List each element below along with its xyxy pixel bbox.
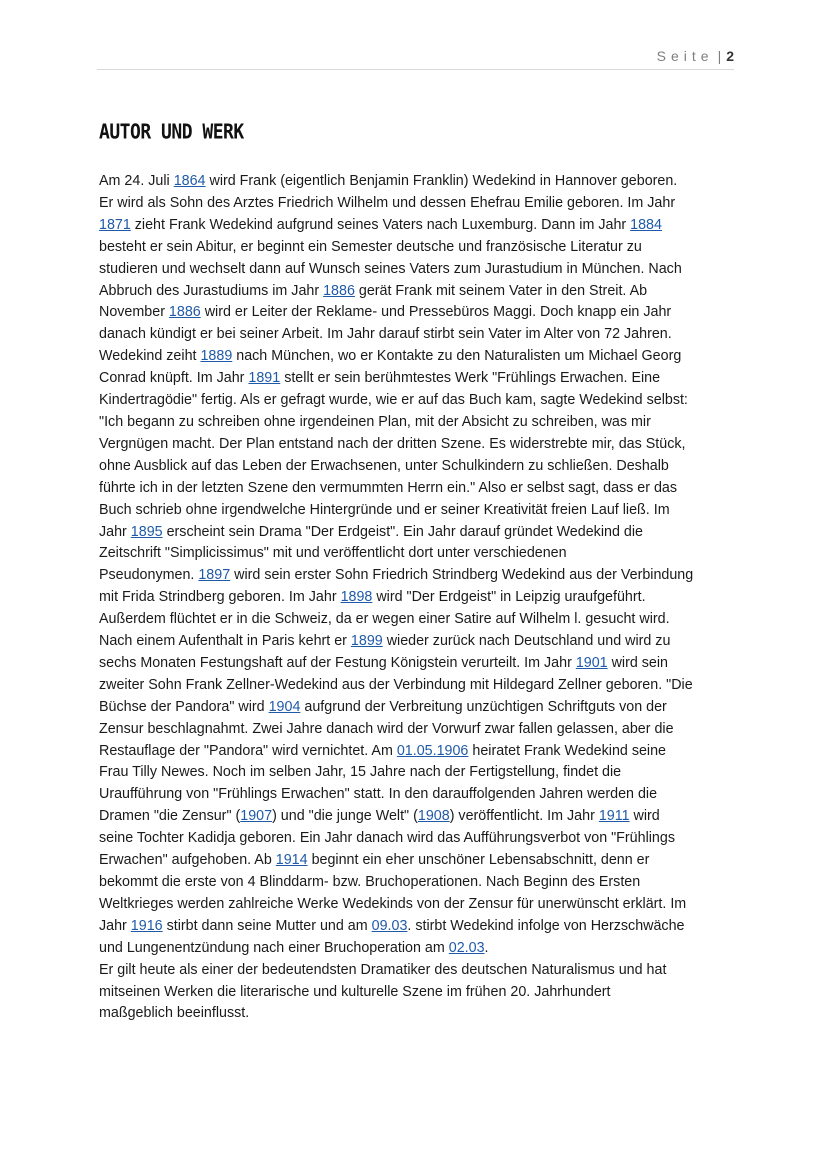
- text-segment: Restauflage der "Pandora" wird vernichtet. Am: [99, 742, 397, 759]
- text-segment: Außerdem flüchtet er in die Schweiz, da er wegen einer Satire auf Wilhelm l. gesucht wird.: [99, 611, 670, 628]
- text-segment: sechs Monaten Festungshaft auf der Festung Königstein verurteilt. Im Jahr: [99, 654, 576, 671]
- text-segment: Weltkrieges werden zahlreiche Werke Wedekinds von der Zensur für unerwünscht erklärt. Im: [99, 895, 687, 912]
- text-line: [99, 762, 739, 784]
- text-segment: besteht er sein Abitur, er beginnt ein Semester deutsche und französische Literatur zu: [99, 238, 642, 255]
- text-segment: Erwachen" aufgehoben. Ab: [99, 852, 276, 869]
- text-line: [99, 609, 739, 631]
- text-line: [99, 828, 739, 850]
- text-segment: Abbruch des Jurastudiums im Jahr: [99, 282, 324, 299]
- text-line: [99, 894, 739, 916]
- text-line: [99, 412, 739, 434]
- text-segment: nach München, wo er Kontakte zu den Naturalisten um Michael Georg: [232, 348, 682, 365]
- text-segment: wird sein erster Sohn Friedrich Strindberg Wedekind aus der Verbindung: [230, 567, 694, 584]
- date-link[interactable]: 1899: [350, 633, 383, 650]
- text-segment: Er wird als Sohn des Arztes Friedrich Wilhelm und dessen Ehefrau Emilie geboren. Im Jahr: [99, 194, 676, 211]
- text-segment: November: [99, 304, 169, 321]
- text-segment: .: [484, 939, 489, 956]
- date-link[interactable]: 1916: [130, 917, 163, 934]
- text-segment: Jahr: [99, 523, 131, 540]
- text-segment: zweiter Sohn Frank Zellner-Wedekind aus der Verbindung mit Hildegard Zellner geboren. "Die: [99, 676, 693, 693]
- text-line: [99, 653, 739, 675]
- text-line: [99, 215, 739, 237]
- text-segment: stellt er sein berühmtestes Werk "Frühlings Erwachen. Eine: [280, 370, 661, 387]
- text-segment: Kindertragödie" fertig. Als er gefragt wurde, wie er auf das Buch kam, sagte Wedekind selbst:: [99, 392, 688, 409]
- text-line: [99, 302, 739, 324]
- date-link[interactable]: 1886: [323, 282, 355, 299]
- text-line: [99, 171, 739, 193]
- text-segment: ) und "die junge Welt" (: [272, 808, 418, 825]
- text-line: [99, 390, 739, 412]
- text-line: [99, 434, 739, 456]
- text-segment: wird Frank (eigentlich Benjamin Franklin) Wedekind in Hannover geboren.: [205, 173, 678, 189]
- text-segment: Büchse der Pandora" wird: [99, 698, 269, 715]
- date-link[interactable]: 1908: [417, 808, 450, 825]
- date-link[interactable]: 1911: [598, 808, 630, 825]
- page-number: 2: [726, 48, 734, 64]
- date-link[interactable]: 1907: [240, 808, 273, 825]
- text-line: [99, 784, 739, 806]
- text-segment: . stirbt Wedekind infolge von Herzschwäche: [407, 917, 685, 934]
- text-segment: und Lungenentzündung nach einer Bruchoperation am: [99, 939, 449, 956]
- date-link[interactable]: 1886: [168, 304, 201, 321]
- text-segment: Dramen "die Zensur" (: [99, 808, 241, 825]
- text-segment: seine Tochter Kadidja geboren. Ein Jahr danach wird das Aufführungsverbot von "Frühlings: [99, 830, 675, 847]
- text-segment: mit Frida Strindberg geboren. Im Jahr: [99, 589, 341, 606]
- page-label: Seite: [656, 48, 714, 64]
- text-line: [99, 565, 739, 587]
- date-link[interactable]: 1871: [99, 216, 131, 233]
- text-segment: Frau Tilly Newes. Noch im selben Jahr, 15 Jahre nach der Fertigstellung, findet die: [99, 764, 622, 781]
- text-segment: ) veröffentlicht. Im Jahr: [449, 808, 599, 825]
- text-line: [99, 938, 739, 960]
- text-line: [99, 368, 739, 390]
- text-segment: danach kündigt er bei seiner Arbeit. Im Jahr darauf stirbt sein Vater im Alter von 72 Jahren.: [99, 326, 672, 343]
- text-segment: Nach einem Aufenthalt in Paris kehrt er: [99, 633, 351, 650]
- text-segment: Vergnügen macht. Der Plan entstand nach der dritten Szene. Es widerstrebte mir, das Stück,: [99, 435, 686, 452]
- date-link[interactable]: 1897: [198, 567, 231, 584]
- text-line: [99, 193, 739, 215]
- text-line: [99, 697, 739, 719]
- date-link[interactable]: 1889: [200, 348, 233, 365]
- date-link[interactable]: 1864: [173, 173, 206, 189]
- text-segment: Am 24. Juli: [99, 173, 174, 189]
- text-line: [99, 500, 739, 522]
- text-line: [99, 850, 739, 872]
- text-segment: wird: [629, 808, 660, 825]
- text-line: [99, 259, 739, 281]
- header-divider: [97, 69, 734, 70]
- text-line: [99, 543, 739, 565]
- text-line: [99, 872, 739, 894]
- text-segment: Pseudonymen.: [99, 567, 199, 584]
- text-segment: wird er Leiter der Reklame- und Pressebüros Maggi. Doch knapp ein Jahr: [200, 304, 672, 321]
- text-segment: "Ich begann zu schreiben ohne irgendeinen Plan, mit der Absicht zu schreiben, was mir: [99, 413, 651, 430]
- text-segment: Uraufführung von "Frühlings Erwachen" statt. In den darauffolgenden Jahren werden die: [99, 786, 658, 803]
- text-line: [99, 916, 739, 938]
- text-segment: maßgeblich beeinflusst.: [99, 1005, 250, 1022]
- text-segment: gerät Frank mit seinem Vater in den Streit. Ab: [354, 282, 648, 299]
- text-segment: heiratet Frank Wedekind seine: [468, 742, 667, 759]
- text-segment: stirbt dann seine Mutter und am: [162, 917, 372, 934]
- text-segment: erscheint sein Drama "Der Erdgeist". Ein Jahr darauf gründet Wedekind die: [162, 523, 643, 540]
- body-text: [99, 171, 739, 1025]
- text-segment: wird "Der Erdgeist" in Leipzig uraufgeführt.: [372, 589, 646, 606]
- date-link[interactable]: 09.03: [371, 917, 408, 934]
- text-segment: Zeitschrift "Simplicissimus" mit und veröffentlicht dort unter verschiedenen: [99, 545, 567, 562]
- text-line: [99, 741, 739, 763]
- text-segment: Buch schrieb ohne irgendwelche Hintergründe und er seiner Kreativität freien Lauf ließ. Im: [99, 501, 670, 518]
- text-segment: mitseinen Werken die literarische und kulturelle Szene im frühen 20. Jahrhundert: [99, 983, 611, 1000]
- date-link[interactable]: 1904: [268, 698, 301, 715]
- text-line: [99, 346, 739, 368]
- text-segment: Jahr: [99, 917, 131, 934]
- date-link[interactable]: 02.03: [448, 939, 485, 956]
- text-line: [99, 960, 739, 982]
- text-segment: ohne Ausblick auf das Leben der Erwachsenen, unter Schulkindern zu schließen. Deshalb: [99, 457, 669, 474]
- text-line: [99, 631, 739, 653]
- text-line: [99, 237, 739, 259]
- text-segment: Wedekind zeiht: [99, 348, 201, 365]
- text-line: [99, 1003, 739, 1025]
- text-segment: Zensur beschlagnahmt. Zwei Jahre danach wird der Vorwurf zwar fallen gelassen, aber die: [99, 720, 674, 737]
- text-line: [99, 281, 739, 303]
- text-segment: beginnt ein eher unschöner Lebensabschnitt, denn er: [307, 852, 650, 869]
- date-link[interactable]: 1914: [275, 852, 308, 869]
- text-line: [99, 522, 739, 544]
- text-line: [99, 456, 739, 478]
- text-segment: wieder zurück nach Deutschland und wird zu: [382, 633, 671, 650]
- date-link[interactable]: 1891: [248, 370, 281, 387]
- date-link[interactable]: 01.05.1906: [396, 742, 469, 759]
- text-line: [99, 587, 739, 609]
- text-segment: führte ich in der letzten Szene den vermummten Herrn ein." Also er selbst sagt, dass er das: [99, 479, 678, 496]
- text-segment: Er gilt heute als einer der bedeutendsten Dramatiker des deutschen Naturalismus und hat: [99, 961, 667, 978]
- text-line: [99, 719, 739, 741]
- text-segment: bekommt die erste von 4 Blinddarm- bzw. Bruchoperationen. Nach Beginn des Ersten: [99, 874, 641, 890]
- date-link[interactable]: 1901: [575, 654, 608, 671]
- text-line: [99, 806, 739, 828]
- text-segment: wird sein: [607, 654, 669, 671]
- text-line: [99, 982, 739, 1004]
- text-segment: aufgrund der Verbreitung unzüchtigen Schriftguts von der: [300, 698, 667, 715]
- text-line: [99, 324, 739, 346]
- page-header: [97, 48, 734, 64]
- date-link[interactable]: 1898: [340, 589, 373, 606]
- date-link[interactable]: 1884: [630, 216, 662, 233]
- date-link[interactable]: 1895: [130, 523, 163, 540]
- text-line: [99, 675, 739, 697]
- text-segment: studieren und wechselt dann auf Wunsch seines Vaters zum Jurastudium in München. Nach: [99, 260, 682, 277]
- section-title: AUTOR UND WERK: [99, 120, 244, 145]
- page-separator: |: [717, 48, 722, 64]
- text-line: [99, 478, 739, 500]
- text-segment: zieht Frank Wedekind aufgrund seines Vaters nach Luxemburg. Dann im Jahr: [130, 216, 631, 233]
- text-segment: Conrad knüpft. Im Jahr: [99, 370, 249, 387]
